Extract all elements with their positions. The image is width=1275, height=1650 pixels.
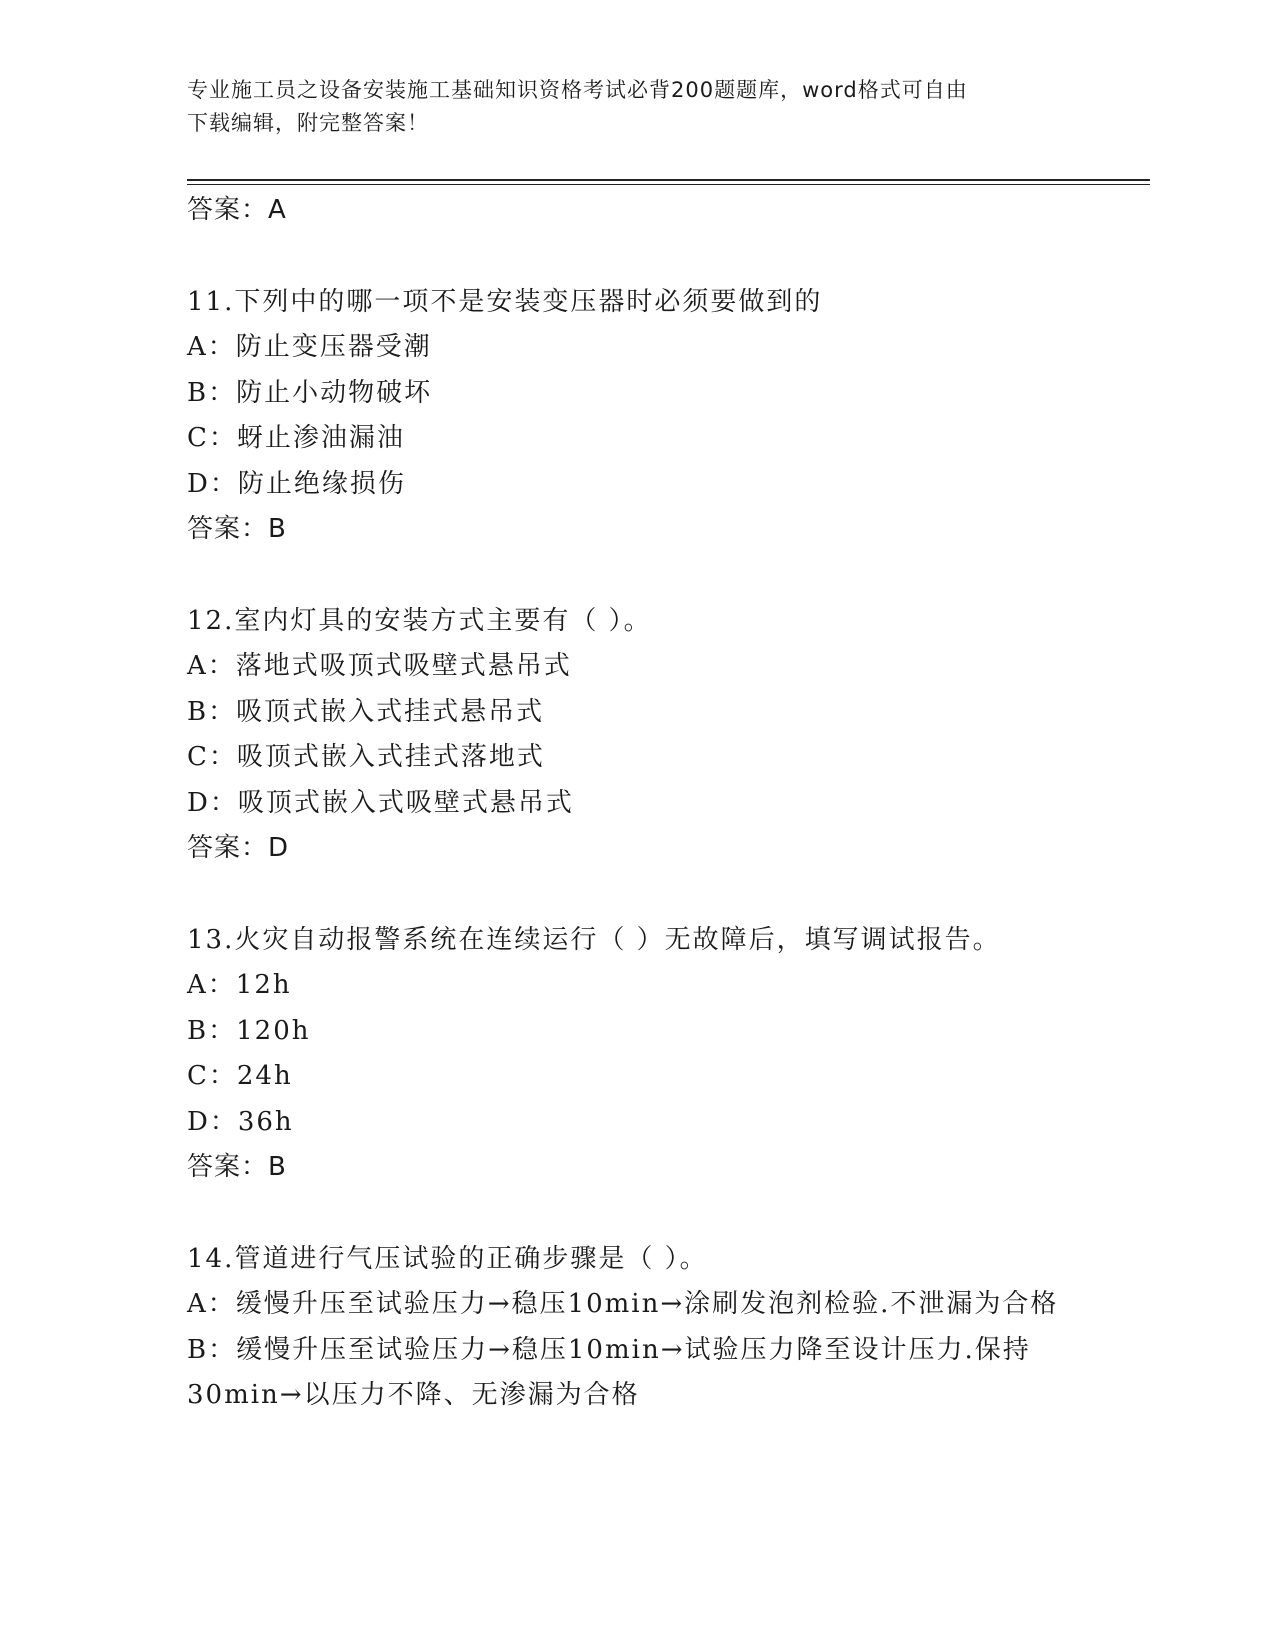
option-b: B：吸顶式嵌入式挂式悬吊式 [187,696,545,727]
option-b: B：缓慢升压至试验压力→稳压10min→试验压力降至设计压力.保持 [187,1334,1031,1365]
spacer [187,553,1150,599]
question-11 [187,280,1150,553]
answer-line: 答案：A [187,195,287,225]
option-a: A：防止变压器受潮 [187,332,432,362]
spacer [187,1191,1150,1237]
spacer [187,234,1150,280]
answer-line: 答案：D [187,833,290,863]
question-12 [187,599,1150,872]
header-divider-thin [187,184,1150,185]
answer-line: 答案：B [187,1152,287,1182]
option-a: A：落地式吸顶式吸壁式悬吊式 [187,651,572,681]
header-line-2: 下载编辑，附完整答案！ [187,111,429,135]
option-c: C：蚜止渗油漏油 [187,423,405,453]
header-line-1: 专业施工员之设备安装施工基础知识资格考试必背200题题库，word格式可自由 [187,78,968,102]
question-list [187,188,1150,1419]
option-b-continued: 30min→以压力不降、无渗漏为合格 [187,1380,640,1410]
option-c: C：吸顶式嵌入式挂式落地式 [187,742,545,772]
answer-line: 答案：B [187,514,287,544]
option-c: C：24h [187,1061,293,1091]
option-b: B：120h [187,1015,311,1046]
question-stem: 12.室内灯具的安装方式主要有（ ）。 [187,605,652,636]
question-stem: 11.下列中的哪一项不是安装变压器时必须要做到的 [187,286,823,317]
question-stem: 14.管道进行气压试验的正确步骤是（ ）。 [187,1243,708,1274]
question-14 [187,1237,1150,1419]
option-d: D：吸顶式嵌入式吸壁式悬吊式 [187,787,574,818]
question-13 [187,918,1150,1191]
question-stem: 13.火灾自动报警系统在连续运行（ ）无故障后，填写调试报告。 [187,924,1001,955]
header-divider-thick [187,179,1150,181]
spacer [187,872,1150,918]
option-d: D：防止绝缘损伤 [187,468,406,499]
option-a: A：12h [187,970,292,1000]
option-d: D：36h [187,1106,294,1137]
document-header [187,74,1087,140]
option-a: A：缓慢升压至试验压力→稳压10min→涂刷发泡剂检验.不泄漏为合格 [187,1289,1059,1319]
option-b: B：防止小动物破坏 [187,377,433,408]
